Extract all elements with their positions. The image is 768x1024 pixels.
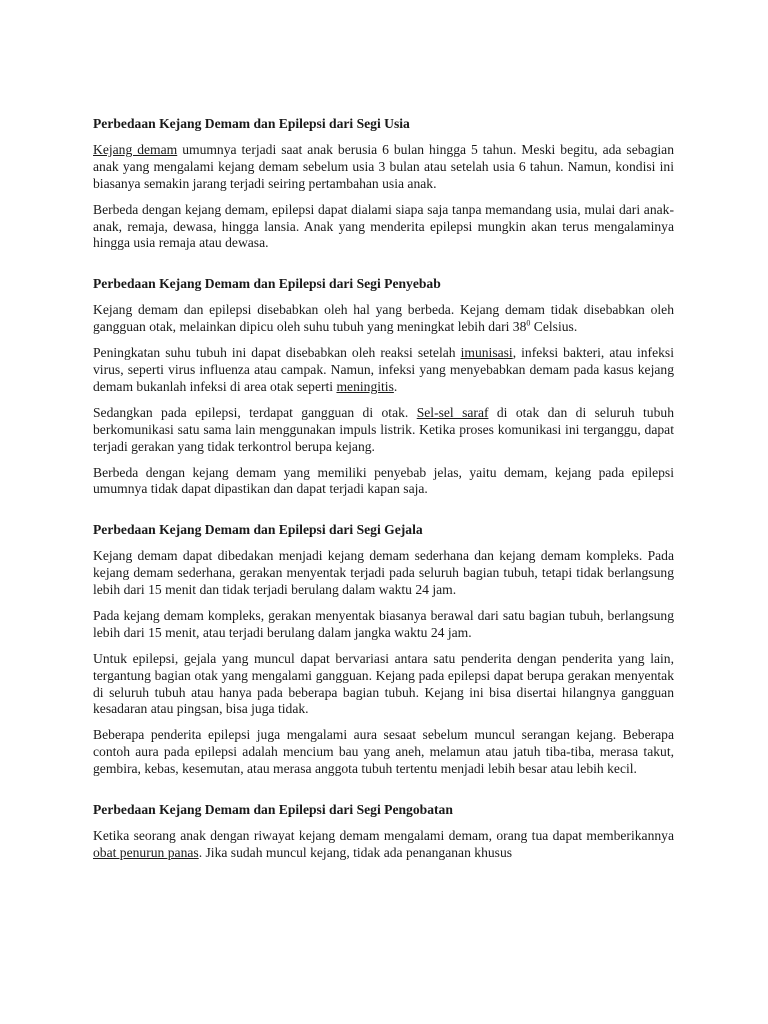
link-imunisasi[interactable]: imunisasi (460, 345, 513, 361)
section-title: Perbedaan Kejang Demam dan Epilepsi dari Segi Penyebab (93, 276, 441, 292)
section-1 (93, 276, 674, 498)
link-obat-penurun-panas[interactable]: obat penurun panas (93, 844, 199, 860)
text-run: Untuk epilepsi, gejala yang muncul dapat bervariasi antara satu penderita dengan penderita yang lain, tergantung bagian otak yang mengalami gangguan. Kejang pada epilepsi dapat berupa gerakan menyentak di seluruh tubuh atau hanya pada beberapa bagian tubuh. Kejang ini bisa disertai hilangnya gangguan kesadaran atau pingsan, bisa juga tidak. (93, 650, 674, 717)
text-run: . (393, 378, 398, 394)
paragraph (93, 302, 674, 336)
link-kejang-demam[interactable]: Kejang demam (93, 141, 178, 157)
paragraph (93, 548, 674, 599)
section-0 (93, 116, 674, 252)
paragraph (93, 202, 674, 253)
text-run: Peningkatan suhu tubuh ini dapat disebabkan oleh reaksi setelah (93, 345, 461, 361)
paragraph (93, 405, 674, 456)
section-title: Perbedaan Kejang Demam dan Epilepsi dari Segi Usia (93, 116, 410, 131)
text-run: Berbeda dengan kejang demam, epilepsi dapat dialami siapa saja tanpa memandang usia, mulai dari anak-anak, remaja, dewasa, hingga lansia. Anak yang menderita epilepsi mungkin akan terus mengalaminya hingga usia remaja atau dewasa. (93, 201, 674, 251)
section-title: Perbedaan Kejang Demam dan Epilepsi dari Segi Pengobatan (93, 802, 453, 818)
section-2 (93, 522, 674, 778)
section-3 (93, 802, 674, 862)
link-sel-sel-saraf[interactable]: Sel-sel saraf (416, 404, 489, 420)
link-meningitis[interactable]: meningitis (336, 378, 394, 394)
text-run: umumnya terjadi saat anak berusia 6 bulan hingga 5 tahun. Meski begitu, ada sebagian anak yang mengalami kejang demam sebelum usia 3 bulan atau setelah usia 6 tahun. Namun, kondisi ini biasanya semakin jarang terjadi seiring pertambahan usia anak. (93, 141, 674, 191)
text-run: Ketika seorang anak dengan riwayat kejang demam mengalami demam, orang tua dapat memberikannya (93, 828, 674, 843)
text-run: , infeksi bakteri, atau infeksi virus, seperti virus influenza atau campak. Namun, infeksi yang menyebabkan demam pada kasus kejang demam bukanlah infeksi di area otak seperti (93, 345, 674, 394)
text-run: Celsius. (530, 319, 578, 335)
text-run: . Jika sudah muncul kejang, tidak ada penanganan khusus (198, 844, 513, 860)
text-run: Berbeda dengan kejang demam yang memiliki penyebab jelas, yaitu demam, kejang pada epilepsi umumnya tidak dapat dipastikan dan dapat terjadi kapan saja. (93, 464, 674, 497)
text-run: Pada kejang demam kompleks, gerakan menyentak biasanya berawal dari satu bagian tubuh, berlangsung lebih dari 15 menit, atau terjadi berulang dalam jangka waktu 24 jam. (93, 607, 674, 640)
text-run: Sedangkan pada epilepsi, terdapat gangguan di otak. (93, 404, 417, 420)
superscript: 0 (526, 318, 531, 328)
paragraph (93, 828, 674, 862)
paragraph (93, 651, 674, 719)
document-page (93, 116, 674, 871)
paragraph (93, 727, 674, 778)
paragraph (93, 608, 674, 642)
paragraph (93, 142, 674, 193)
paragraph (93, 345, 674, 396)
text-run: Kejang demam dan epilepsi disebabkan oleh hal yang berbeda. Kejang demam tidak disebabkan oleh gangguan otak, melainkan dipicu oleh suhu tubuh yang meningkat lebih dari 38 (93, 302, 674, 335)
text-run: Kejang demam dapat dibedakan menjadi kejang demam sederhana dan kejang demam kompleks. Pada kejang demam sederhana, gerakan menyentak terjadi pada seluruh bagian tubuh, tetapi tidak berlangsung lebih dari 15 menit dan tidak terjadi berulang dalam waktu 24 jam. (93, 548, 674, 598)
text-run: di otak dan di seluruh tubuh berkomunikasi satu sama lain menggunakan impuls listrik. Ketika proses komunikasi ini terganggu, dapat terjadi gerakan yang tidak terkontrol berupa kejang. (93, 404, 674, 454)
section-title: Perbedaan Kejang Demam dan Epilepsi dari Segi Gejala (93, 522, 423, 538)
paragraph (93, 465, 674, 499)
text-run: Beberapa penderita epilepsi juga mengalami aura sesaat sebelum muncul serangan kejang. Beberapa contoh aura pada epilepsi adalah mencium bau yang aneh, melamun atau jatuh tiba-tiba, merasa takut, gembira, kebas, kesemutan, atau merasa anggota tubuh tertentu menjadi lebih besar atau lebih kecil. (93, 727, 674, 777)
